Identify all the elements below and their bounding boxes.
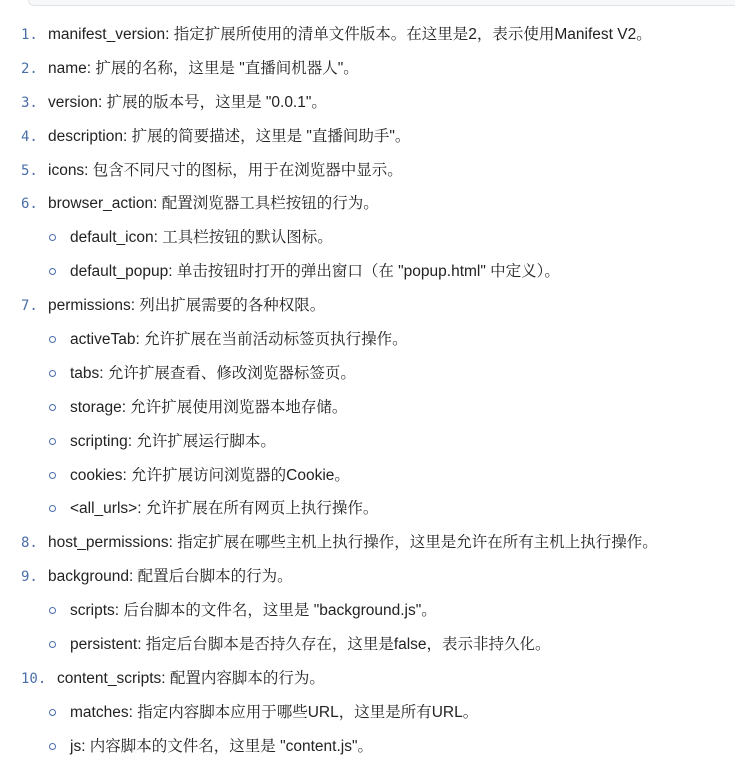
sub-list-item (0, 496, 735, 530)
sub-list-item (0, 632, 735, 666)
list-item (0, 530, 735, 564)
list-number: 4. (21, 128, 38, 145)
list-item-text: description: 扩展的简要描述，这里是 "直播间助手"。 (48, 127, 411, 145)
list-item (0, 191, 735, 225)
hollow-bullet-icon (49, 336, 56, 343)
hollow-bullet-icon (49, 438, 56, 445)
list-number: 9. (21, 569, 38, 586)
hollow-bullet-icon (49, 472, 56, 479)
sub-list-item-text: storage: 允许扩展使用浏览器本地存储。 (70, 398, 348, 416)
sub-list-item-text: cookies: 允许扩展访问浏览器的Cookie。 (70, 466, 350, 484)
list-number: 10. (21, 670, 47, 687)
sub-list-item-text: js: 内容脚本的文件名，这里是 "content.js"。 (70, 737, 373, 755)
list-item-text: permissions: 列出扩展需要的各种权限。 (48, 297, 326, 315)
list-item-text: content_scripts: 配置内容脚本的行为。 (57, 669, 325, 687)
sub-list-item (0, 598, 735, 632)
hollow-bullet-icon (49, 268, 56, 275)
list-item-text: name: 扩展的名称，这里是 "直播间机器人"。 (48, 59, 359, 77)
hollow-bullet-icon (49, 234, 56, 241)
list-item (0, 90, 735, 124)
list-item (0, 158, 735, 192)
sub-list-item-text: activeTab: 允许扩展在当前活动标签页执行操作。 (70, 331, 408, 349)
list-number: 1. (21, 27, 38, 43)
sub-list-item-text: scripts: 后台脚本的文件名，这里是 "background.js"。 (70, 602, 437, 620)
sub-list-item-text: default_popup: 单击按钮时打开的弹出窗口（在 "popup.html" 中定义）。 (70, 263, 560, 281)
sub-list-item (0, 259, 735, 293)
list-number: 2. (21, 60, 38, 77)
hollow-bullet-icon (49, 709, 56, 716)
sub-list-item (0, 700, 735, 734)
list-item-text: background: 配置后台脚本的行为。 (48, 568, 293, 586)
sub-list-item-text: tabs: 允许扩展查看、修改浏览器标签页。 (70, 364, 356, 382)
list-item (0, 56, 735, 90)
list-number: 5. (21, 162, 38, 179)
sub-list-item-text: scripting: 允许扩展运行脚本。 (70, 432, 276, 450)
hollow-bullet-icon (49, 404, 56, 411)
list-number: 3. (21, 94, 38, 111)
list-item-text: host_permissions: 指定扩展在哪些主机上执行操作，这里是允许在所有主机上执行操作。 (48, 534, 658, 552)
sub-list-item (0, 361, 735, 395)
sub-list-item-text: default_icon: 工具栏按钮的默认图标。 (70, 229, 333, 247)
list-item (0, 124, 735, 158)
list-number: 6. (21, 196, 38, 213)
list-item (0, 564, 735, 598)
list-number: 7. (21, 298, 38, 315)
sub-list-item (0, 395, 735, 429)
sub-list-item (0, 429, 735, 463)
list-item-text: manifest_version: 指定扩展所使用的清单文件版本。在这里是2，表示使用Manifest V2。 (48, 26, 652, 43)
sub-list-item-text: matches: 指定内容脚本应用于哪些URL，这里是所有URL。 (70, 703, 479, 721)
sub-list-item (0, 225, 735, 259)
list-item-text: browser_action: 配置浏览器工具栏按钮的行为。 (48, 195, 379, 213)
code-block-bottom-edge (28, 0, 735, 6)
hollow-bullet-icon (49, 641, 56, 648)
sub-list-item-text: persistent: 指定后台脚本是否持久存在，这里是false，表示非持久化。 (70, 636, 551, 654)
list-item (0, 666, 735, 700)
ordered-list (0, 22, 735, 768)
list-item (0, 293, 735, 327)
sub-list-item (0, 463, 735, 497)
sub-list-item (0, 734, 735, 768)
list-item-text: version: 扩展的版本号，这里是 "0.0.1"。 (48, 93, 327, 111)
list-item-text: icons: 包含不同尺寸的图标，用于在浏览器中显示。 (48, 161, 403, 179)
sub-list-item-text: <all_urls>: 允许扩展在所有网页上执行操作。 (70, 500, 379, 518)
hollow-bullet-icon (49, 743, 56, 750)
list-item (0, 22, 735, 56)
list-number: 8. (21, 535, 38, 552)
hollow-bullet-icon (49, 370, 56, 377)
sub-list-item (0, 327, 735, 361)
hollow-bullet-icon (49, 607, 56, 614)
hollow-bullet-icon (49, 505, 56, 512)
